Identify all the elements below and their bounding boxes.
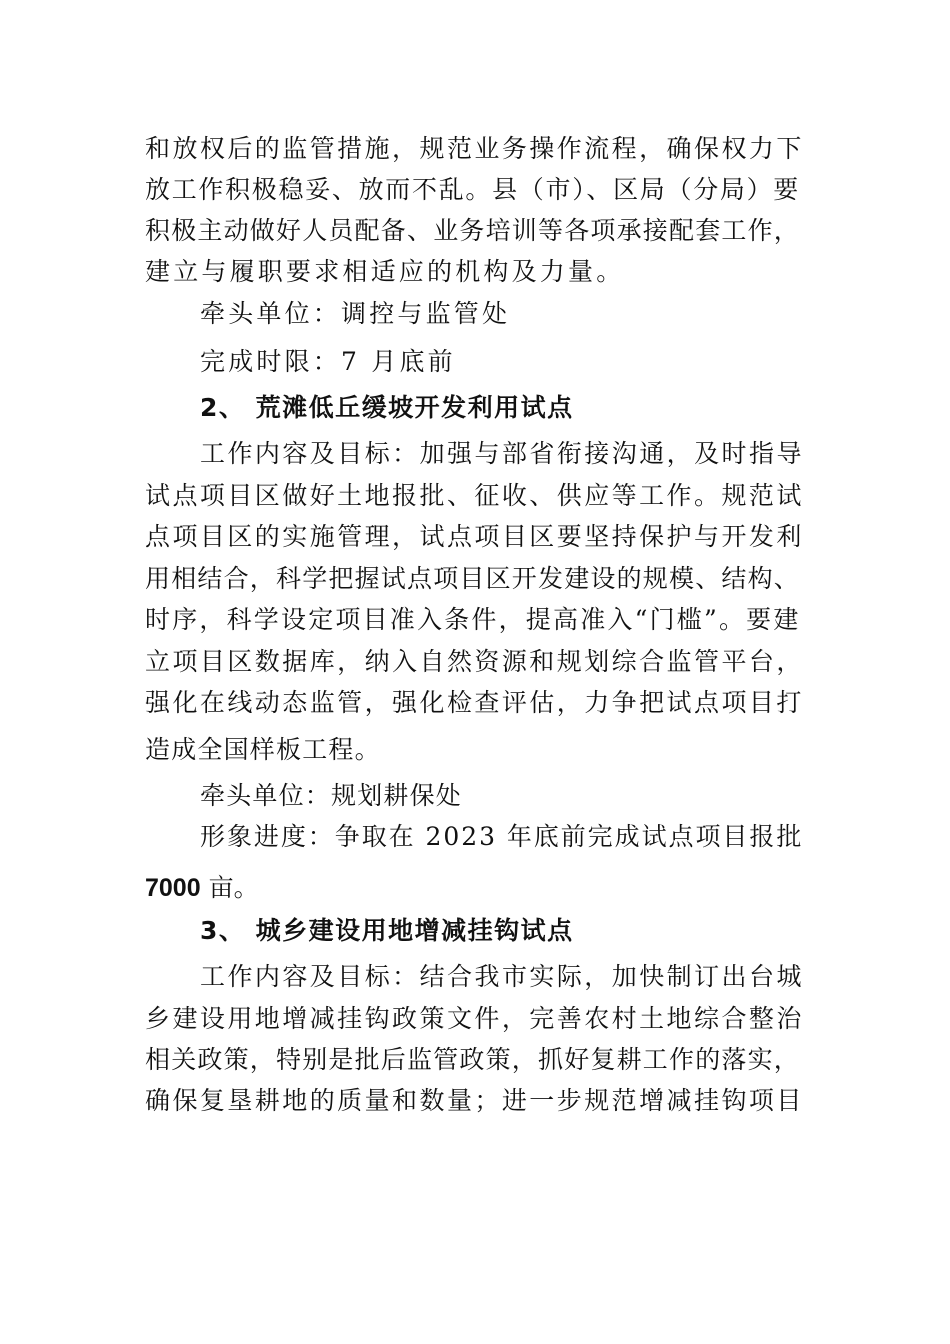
lead-unit: 牵头单位：调控与监管处 <box>200 299 511 328</box>
paragraph-line: 用相结合，科学把握试点项目区开发建设的规模、结构、 <box>145 564 801 593</box>
progress-amount <box>145 871 259 905</box>
lead-unit: 牵头单位：规划耕保处 <box>200 781 463 810</box>
paragraph-line: 点项目区的实施管理，试点项目区要坚持保护与开发利 <box>145 522 804 551</box>
paragraph-line: 建立与履职要求相适应的机构及力量。 <box>145 257 625 286</box>
paragraph-line: 放工作积极稳妥、放而不乱。县（市）、区局（分局）要 <box>145 175 801 204</box>
progress-line: 形象进度：争取在 2023 年底前完成试点项目报批 <box>200 822 804 851</box>
progress-unit: 亩。 <box>200 873 259 902</box>
section-heading: 2、 荒滩低丘缓坡开发利用试点 <box>200 393 574 422</box>
deadline: 完成时限：7 月底前 <box>200 347 456 376</box>
paragraph-line: 立项目区数据库，纳入自然资源和规划综合监管平台， <box>145 647 804 676</box>
section-heading: 3、 城乡建设用地增减挂钩试点 <box>200 916 574 945</box>
paragraph-line: 确保复垦耕地的质量和数量；进一步规范增减挂钩项目 <box>145 1086 804 1115</box>
paragraph-line: 乡建设用地增减挂钩政策文件，完善农村土地综合整治 <box>145 1004 804 1033</box>
paragraph-line: 工作内容及目标：加强与部省衔接沟通，及时指导 <box>200 439 804 468</box>
paragraph-line: 试点项目区做好土地报批、征收、供应等工作。规范试 <box>145 481 804 510</box>
paragraph-line: 和放权后的监管措施，规范业务操作流程，确保权力下 <box>145 134 804 163</box>
paragraph-line: 工作内容及目标：结合我市实际，加快制订出台城 <box>200 962 804 991</box>
paragraph-line: 相关政策，特别是批后监管政策，抓好复耕工作的落实， <box>145 1045 801 1074</box>
paragraph-line: 造成全国样板工程。 <box>145 735 381 764</box>
paragraph-line: 强化在线动态监管，强化检查评估，力争把试点项目打 <box>145 688 804 717</box>
progress-number: 7000 <box>145 874 201 902</box>
paragraph-line: 积极主动做好人员配备、业务培训等各项承接配套工作， <box>145 216 801 245</box>
paragraph-line: 时序，科学设定项目准入条件，提高准入“门槛”。要建 <box>145 605 801 634</box>
